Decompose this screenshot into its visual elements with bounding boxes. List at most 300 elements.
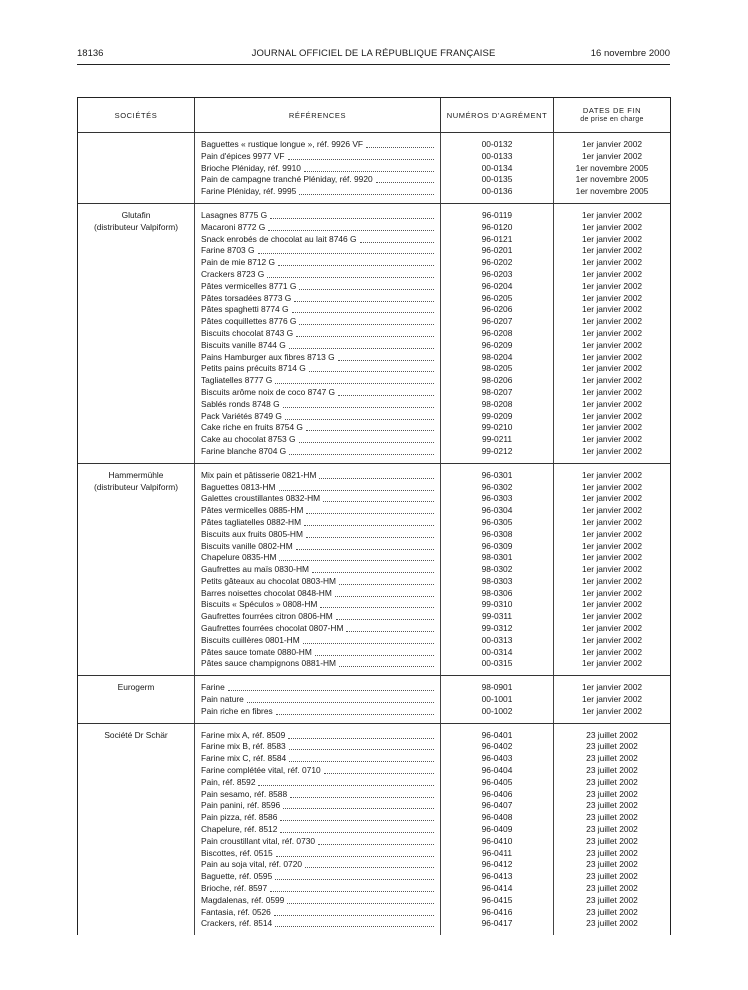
company-cell [78, 464, 195, 676]
end-date: 1er janvier 2002 [581, 481, 643, 492]
reference-line [201, 304, 434, 316]
reference-text: Farine complétée vital, réf. 0710 [201, 765, 321, 776]
company-group [78, 676, 670, 723]
approval-number: 96-0416 [481, 906, 513, 917]
company-name-line [78, 741, 194, 753]
dot-leader [338, 352, 434, 361]
reference-text: Chapelure 0835-HM [201, 552, 277, 563]
reference-text: Gaufrettes au maïs 0830-HM [201, 564, 309, 575]
reference-text: Pain croustillant vital, réf. 0730 [201, 835, 316, 846]
reference-line [201, 517, 434, 529]
company-group [78, 724, 670, 936]
approval-number: 96-0121 [481, 233, 513, 244]
approval-numbers-cell [441, 676, 554, 722]
dot-leader [346, 623, 434, 632]
reference-text: Biscuits chocolat 8743 G [201, 327, 294, 338]
end-date: 23 juillet 2002 [586, 824, 638, 835]
approval-number: 96-0402 [481, 741, 513, 752]
company-name-line [78, 694, 194, 706]
reference-line [201, 340, 434, 352]
dot-leader [268, 222, 434, 231]
reference-line [201, 812, 434, 824]
dot-leader [338, 387, 434, 396]
reference-text: Snack enrobés de chocolat au lait 8746 G [201, 233, 357, 244]
company-name-line [78, 151, 194, 163]
dot-leader [280, 824, 434, 833]
reference-line [201, 800, 434, 812]
page-number: 18136 [77, 48, 104, 59]
end-date: 1er janvier 2002 [581, 304, 643, 315]
approval-number: 96-0404 [481, 765, 513, 776]
reference-text: Brioche, réf. 8597 [201, 883, 268, 894]
end-date: 1er janvier 2002 [581, 623, 643, 634]
end-date: 1er janvier 2002 [581, 339, 643, 350]
dot-leader [376, 174, 434, 183]
column-header-references: RÉFÉRENCES [195, 98, 441, 132]
end-date: 1er janvier 2002 [581, 705, 643, 716]
reference-text: Biscuits vanille 0802-HM [201, 540, 293, 551]
dot-leader [279, 482, 435, 491]
reference-text: Chapelure, réf. 8512 [201, 824, 278, 835]
reference-text: Pain de campagne tranché Pléniday, réf. 9920 [201, 174, 373, 185]
approval-number: 00-0133 [481, 150, 513, 161]
end-date: 1er janvier 2002 [581, 469, 643, 480]
reference-line [201, 316, 434, 328]
company-cell [78, 724, 195, 936]
end-date: 1er janvier 2002 [581, 139, 643, 149]
company-name-line: (distributeur Valpiform) [93, 481, 179, 492]
end-date: 1er janvier 2002 [581, 611, 643, 622]
reference-line [201, 611, 434, 623]
reference-text: Biscottes, réf. 0515 [201, 847, 273, 858]
dot-leader [292, 304, 434, 313]
approval-number: 00-1002 [481, 705, 513, 716]
reference-line [201, 658, 434, 670]
reference-text: Baguettes « rustique longue », réf. 9926 VF [201, 139, 364, 149]
dot-leader [306, 529, 434, 538]
end-date: 1er janvier 2002 [581, 375, 643, 386]
dot-leader [270, 883, 434, 892]
dot-leader [366, 139, 434, 148]
approval-number: 96-0411 [481, 847, 513, 858]
reference-line [201, 482, 434, 494]
company-group [78, 133, 670, 204]
reference-line [201, 470, 434, 482]
reference-text: Pain au soja vital, réf. 0720 [201, 859, 303, 870]
reference-text: Gaufrettes fourrées citron 0806-HM [201, 611, 333, 622]
column-header-societes: SOCIÉTÉS [78, 98, 195, 132]
approval-number: 96-0410 [481, 835, 513, 846]
dot-leader [339, 576, 434, 585]
reference-line [201, 635, 434, 647]
reference-line [201, 789, 434, 801]
reference-text: Pack Variétés 8749 G [201, 410, 282, 421]
approval-number: 00-0136 [481, 186, 513, 197]
end-date: 1er janvier 2002 [581, 386, 643, 397]
end-date: 1er janvier 2002 [581, 658, 643, 669]
column-header-numeros: NUMÉROS D'AGRÉMENT [441, 98, 554, 132]
dot-leader [304, 163, 434, 172]
dot-leader [280, 812, 434, 821]
end-date: 23 juillet 2002 [586, 729, 638, 740]
reference-line [201, 257, 434, 269]
reference-text: Crackers 8723 G [201, 268, 265, 279]
approval-number: 96-0403 [481, 753, 513, 764]
column-header-dates [554, 98, 670, 132]
reference-text: Baguette, réf. 0595 [201, 871, 273, 882]
end-date: 1er janvier 2002 [581, 363, 643, 374]
approval-number: 96-0415 [481, 894, 513, 905]
approval-number: 00-1001 [481, 694, 513, 705]
dot-leader [299, 186, 434, 195]
end-date: 1er janvier 2002 [581, 150, 643, 161]
reference-text: Mix pain et pâtisserie 0821-HM [201, 469, 317, 480]
end-date: 1er janvier 2002 [581, 257, 643, 268]
reference-text: Biscuits « Spéculos » 0808-HM [201, 599, 318, 610]
dot-leader [267, 269, 434, 278]
journal-title: JOURNAL OFFICIEL DE LA RÉPUBLIQUE FRANÇAISE [251, 48, 496, 59]
column-header-dates-line2: de prise en charge [580, 116, 644, 123]
reference-line [201, 777, 434, 789]
end-date: 1er janvier 2002 [581, 505, 643, 516]
company-cell [78, 133, 195, 203]
end-date: 23 juillet 2002 [586, 871, 638, 882]
reference-text: Pain panini, réf. 8596 [201, 800, 281, 811]
approval-number: 99-0311 [481, 611, 513, 622]
dot-leader [274, 907, 434, 916]
reference-text: Farine 8703 G [201, 245, 255, 256]
approval-number: 96-0401 [481, 729, 513, 740]
dot-leader [303, 635, 434, 644]
approval-number: 96-0202 [481, 257, 513, 268]
reference-text: Pâtes tagliatelles 0882-HM [201, 516, 302, 527]
reference-line [201, 836, 434, 848]
reference-line [201, 824, 434, 836]
reference-text: Farine mix B, réf. 8583 [201, 741, 286, 752]
approval-number: 00-0132 [481, 139, 513, 149]
approval-number: 96-0414 [481, 883, 513, 894]
reference-line [201, 623, 434, 635]
dot-leader [285, 411, 434, 420]
reference-line [201, 139, 434, 151]
reference-line [201, 434, 434, 446]
end-date: 1er janvier 2002 [581, 599, 643, 610]
dot-leader [339, 658, 434, 667]
reference-line [201, 174, 434, 186]
reference-line [201, 871, 434, 883]
approval-number: 00-0134 [481, 162, 513, 173]
end-date: 23 juillet 2002 [586, 812, 638, 823]
approval-number: 96-0308 [481, 528, 513, 539]
end-date: 23 juillet 2002 [586, 753, 638, 764]
reference-text: Pain d'épices 9977 VF [201, 150, 285, 161]
dot-leader [288, 730, 434, 739]
reference-line [201, 493, 434, 505]
reference-line [201, 446, 434, 458]
approval-number: 00-0313 [481, 634, 513, 645]
approval-number: 98-0208 [481, 398, 513, 409]
dot-leader [275, 871, 434, 880]
approval-number: 96-0407 [481, 800, 513, 811]
approval-number: 98-0306 [481, 587, 513, 598]
dot-leader [360, 234, 434, 243]
end-date: 1er janvier 2002 [581, 587, 643, 598]
reference-line [201, 505, 434, 517]
dot-leader [299, 316, 434, 325]
reference-line [201, 848, 434, 860]
approval-number: 96-0406 [481, 788, 513, 799]
end-date: 23 juillet 2002 [586, 894, 638, 905]
end-date: 1er janvier 2002 [581, 528, 643, 539]
dot-leader [228, 682, 434, 691]
dot-leader [290, 789, 434, 798]
reference-text: Biscuits vanille 8744 G [201, 339, 286, 350]
reference-text: Biscuits aux fruits 0805-HM [201, 528, 303, 539]
references-cell [195, 204, 441, 463]
reference-line [201, 281, 434, 293]
reference-line [201, 918, 434, 930]
dot-leader [278, 257, 434, 266]
dot-leader [275, 375, 434, 384]
end-dates-cell [554, 464, 670, 676]
dot-leader [288, 151, 434, 160]
dot-leader [305, 859, 434, 868]
approval-number: 00-0135 [481, 174, 513, 185]
reference-text: Farine mix C, réf. 8584 [201, 753, 287, 764]
approval-table [77, 97, 671, 935]
company-group [78, 204, 670, 464]
reference-line [201, 222, 434, 234]
reference-line [201, 564, 434, 576]
reference-text: Pâtes sauce champignons 0881-HM [201, 658, 337, 669]
approval-number: 96-0408 [481, 812, 513, 823]
approval-number: 96-0302 [481, 481, 513, 492]
end-date: 1er janvier 2002 [581, 233, 643, 244]
approval-number: 98-0204 [481, 351, 513, 362]
company-cell [78, 676, 195, 722]
reference-line [201, 682, 434, 694]
approval-number: 00-0315 [481, 658, 513, 669]
approval-number: 96-0409 [481, 824, 513, 835]
approval-number: 96-0301 [481, 469, 513, 480]
end-date: 1er janvier 2002 [581, 268, 643, 279]
dot-leader [306, 505, 434, 514]
dot-leader [289, 741, 434, 750]
end-dates-cell [554, 204, 670, 463]
company-name-line: Glutafin [121, 209, 151, 220]
reference-line [201, 234, 434, 246]
reference-line [201, 387, 434, 399]
reference-line [201, 883, 434, 895]
end-date: 1er janvier 2002 [581, 493, 643, 504]
dot-leader [304, 517, 434, 526]
end-date: 1er novembre 2005 [575, 186, 649, 197]
approval-number: 96-0309 [481, 540, 513, 551]
reference-text: Farine [201, 682, 225, 693]
reference-line [201, 293, 434, 305]
approval-numbers-cell [441, 204, 554, 463]
dot-leader [270, 210, 434, 219]
dot-leader [275, 918, 434, 927]
end-dates-cell [554, 724, 670, 936]
dot-leader [324, 765, 434, 774]
end-date: 23 juillet 2002 [586, 800, 638, 811]
dot-leader [309, 363, 434, 372]
approval-number: 96-0303 [481, 493, 513, 504]
end-dates-cell [554, 133, 670, 203]
approval-number: 98-0901 [481, 682, 513, 693]
dot-leader [336, 611, 434, 620]
approval-number: 96-0204 [481, 280, 513, 291]
approval-number: 96-0405 [481, 776, 513, 787]
reference-text: Cake riche en fruits 8754 G [201, 422, 303, 433]
dot-leader [276, 706, 434, 715]
end-date: 1er novembre 2005 [575, 162, 649, 173]
approval-numbers-cell [441, 464, 554, 676]
reference-line [201, 753, 434, 765]
company-name-line: Eurogerm [117, 682, 155, 693]
dot-leader [320, 599, 434, 608]
approval-number: 96-0205 [481, 292, 513, 303]
end-date: 1er janvier 2002 [581, 682, 643, 693]
dot-leader [289, 753, 434, 762]
reference-line [201, 210, 434, 222]
end-date: 1er novembre 2005 [575, 174, 649, 185]
end-date: 1er janvier 2002 [581, 245, 643, 256]
end-date: 23 juillet 2002 [586, 918, 638, 929]
references-cell [195, 676, 441, 722]
approval-number: 96-0305 [481, 516, 513, 527]
company-cell [78, 204, 195, 463]
dot-leader [318, 836, 434, 845]
approval-number: 96-0203 [481, 268, 513, 279]
end-date: 23 juillet 2002 [586, 859, 638, 870]
end-date: 1er janvier 2002 [581, 221, 643, 232]
company-name-line: (distributeur Valpiform) [93, 221, 179, 232]
reference-line [201, 328, 434, 340]
approval-number: 99-0310 [481, 599, 513, 610]
reference-text: Galettes croustillantes 0832-HM [201, 493, 321, 504]
reference-line [201, 245, 434, 257]
dot-leader [289, 340, 434, 349]
reference-text: Brioche Pléniday, réf. 9910 [201, 162, 301, 173]
end-date: 1er janvier 2002 [581, 552, 643, 563]
reference-text: Lasagnes 8775 G [201, 209, 268, 220]
column-header-dates-line1: DATES DE FIN [582, 106, 642, 115]
reference-line [201, 552, 434, 564]
company-name-line: Société Dr Schär [104, 729, 168, 740]
reference-text: Pâtes coquillettes 8776 G [201, 316, 297, 327]
dot-leader [247, 694, 434, 703]
end-date: 23 juillet 2002 [586, 847, 638, 858]
company-group [78, 464, 670, 677]
dot-leader [312, 564, 434, 573]
approval-number: 98-0207 [481, 386, 513, 397]
end-date: 1er janvier 2002 [581, 694, 643, 705]
dot-leader [283, 800, 434, 809]
reference-text: Pain sesamo, réf. 8588 [201, 788, 288, 799]
reference-text: Macaroni 8772 G [201, 221, 266, 232]
approval-number: 99-0211 [481, 434, 513, 445]
table-header [78, 98, 670, 133]
issue-date: 16 novembre 2000 [590, 48, 670, 59]
end-date: 1er janvier 2002 [581, 646, 643, 657]
dot-leader [299, 281, 434, 290]
reference-line [201, 363, 434, 375]
dot-leader [294, 293, 434, 302]
reference-text: Magdalenas, réf. 0599 [201, 894, 285, 905]
dot-leader [306, 422, 434, 431]
references-cell [195, 724, 441, 936]
reference-line [201, 588, 434, 600]
reference-text: Pâtes vermicelles 0885-HM [201, 505, 304, 516]
approval-number: 96-0120 [481, 221, 513, 232]
reference-line [201, 352, 434, 364]
reference-text: Pâtes torsadées 8773 G [201, 292, 292, 303]
reference-line [201, 399, 434, 411]
references-cell [195, 133, 441, 203]
end-date: 23 juillet 2002 [586, 906, 638, 917]
reference-text: Farine mix A, réf. 8509 [201, 729, 286, 740]
approval-number: 98-0206 [481, 375, 513, 386]
approval-number: 96-0201 [481, 245, 513, 256]
reference-line [201, 269, 434, 281]
reference-line [201, 765, 434, 777]
reference-text: Petits pains précuits 8714 G [201, 363, 306, 374]
reference-line [201, 541, 434, 553]
end-date: 23 juillet 2002 [586, 788, 638, 799]
end-date: 1er janvier 2002 [581, 516, 643, 527]
reference-text: Biscuits cuillères 0801-HM [201, 634, 300, 645]
reference-text: Sablés ronds 8748 G [201, 398, 280, 409]
reference-line [201, 895, 434, 907]
approval-number: 96-0413 [481, 871, 513, 882]
approval-number: 96-0207 [481, 316, 513, 327]
approval-number: 00-0314 [481, 646, 513, 657]
approval-number: 96-0412 [481, 859, 513, 870]
approval-number: 99-0209 [481, 410, 513, 421]
end-date: 23 juillet 2002 [586, 776, 638, 787]
reference-text: Pâtes vermicelles 8771 G [201, 280, 297, 291]
approval-number: 99-0212 [481, 445, 513, 456]
reference-text: Pâtes sauce tomate 0880-HM [201, 646, 312, 657]
approval-number: 99-0210 [481, 422, 513, 433]
reference-line [201, 859, 434, 871]
reference-text: Cake au chocolat 8753 G [201, 434, 296, 445]
approval-number: 98-0303 [481, 575, 513, 586]
reference-text: Pain, réf. 8592 [201, 776, 256, 787]
reference-line [201, 706, 434, 718]
reference-text: Barres noisettes chocolat 0848-HM [201, 587, 332, 598]
reference-line [201, 375, 434, 387]
end-date: 1er janvier 2002 [581, 327, 643, 338]
end-date: 1er janvier 2002 [581, 351, 643, 362]
reference-text: Tagliatelles 8777 G [201, 375, 273, 386]
end-date: 1er janvier 2002 [581, 564, 643, 575]
end-date: 23 juillet 2002 [586, 765, 638, 776]
reference-line [201, 422, 434, 434]
header-rule [77, 64, 670, 65]
reference-text: Farine blanche 8704 G [201, 445, 287, 456]
end-date: 23 juillet 2002 [586, 835, 638, 846]
company-name-line: Hammermühle [108, 469, 164, 480]
approval-number: 96-0209 [481, 339, 513, 350]
end-date: 1er janvier 2002 [581, 398, 643, 409]
dot-leader [287, 895, 434, 904]
dot-leader [323, 493, 434, 502]
reference-line [201, 907, 434, 919]
reference-line [201, 647, 434, 659]
